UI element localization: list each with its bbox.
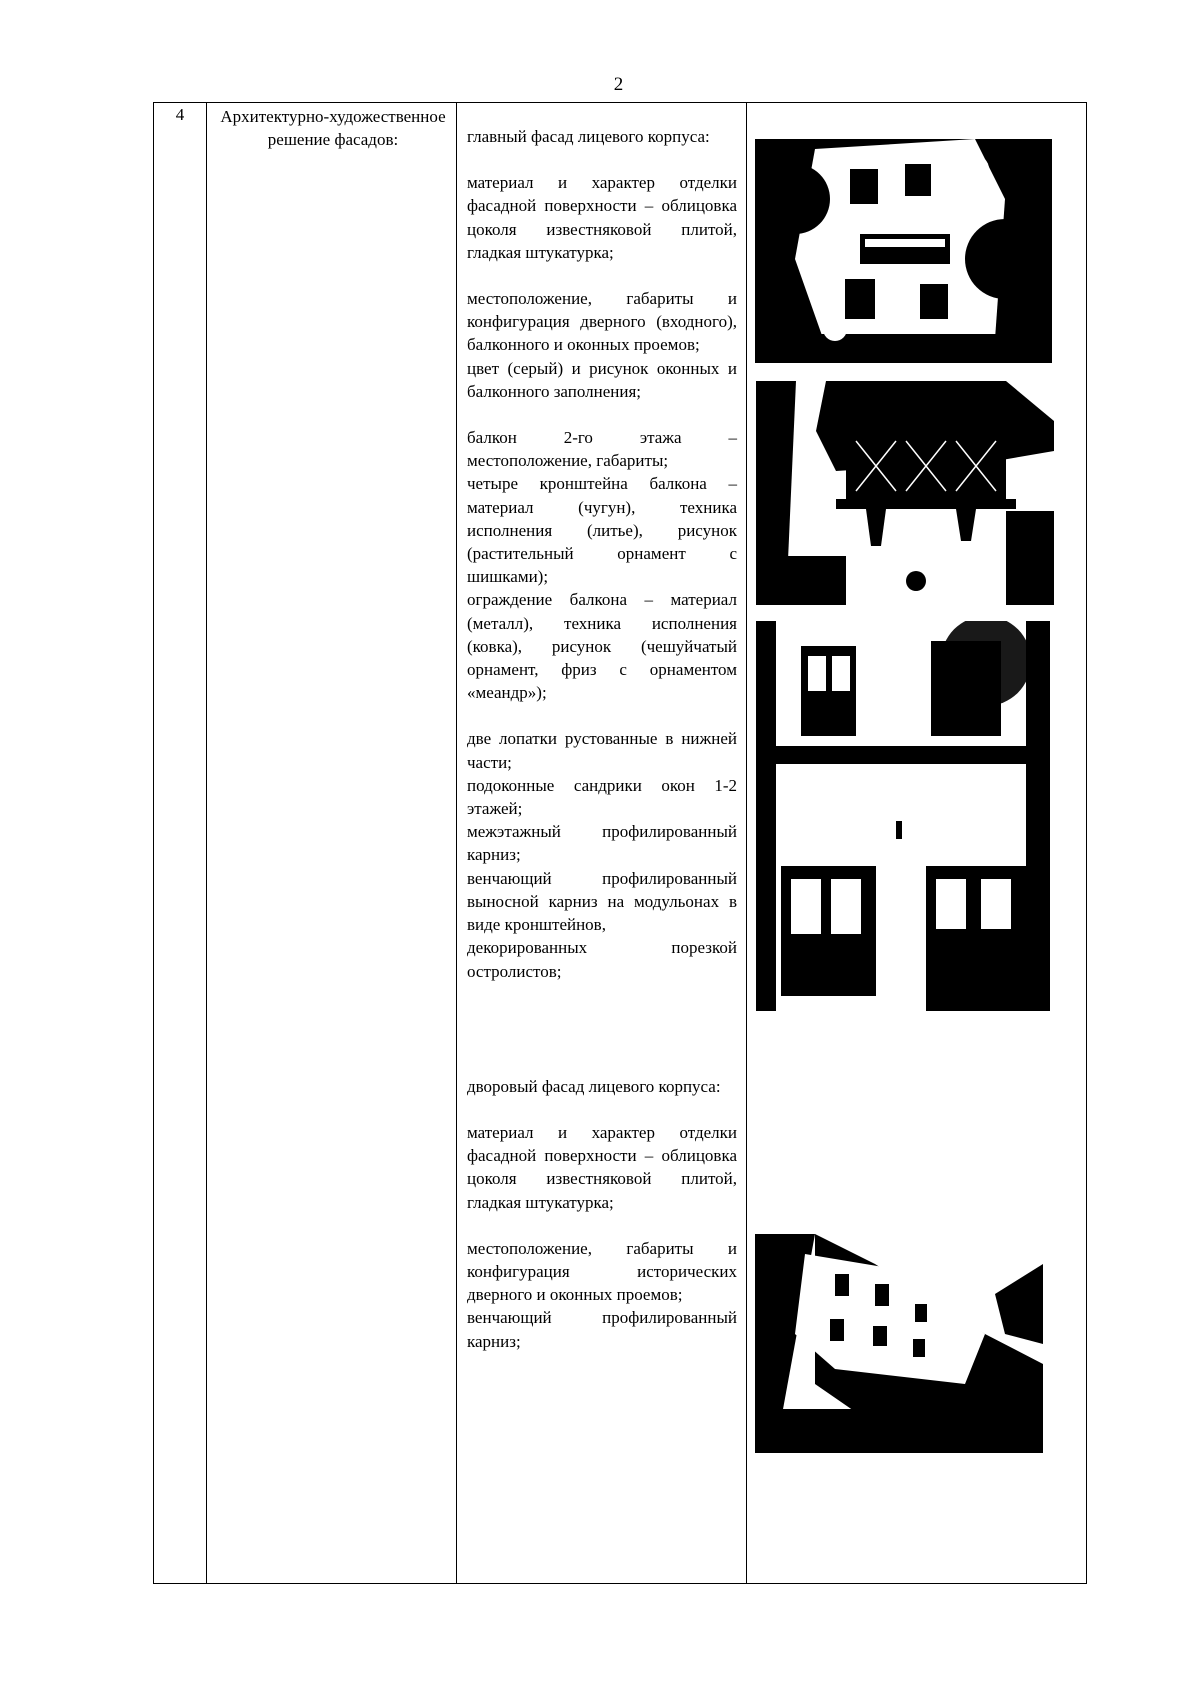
description-line: материал и характер отделки фасадной поверхности – облицовка цоколя известняковой плитой, гладкая штукатурка;: [467, 173, 737, 262]
description-line: четыре кронштейна балкона – материал (чугун), техника исполнения (литье), рисунок (растительный орнамент с шишками);: [467, 474, 737, 587]
photo-balcony: [756, 381, 1054, 605]
description-line: ограждение балкона – материал (металл), техника исполнения (ковка), рисунок (чешуйчатый орнамент, фриз с орнаментом «меандр»);: [467, 590, 737, 703]
description-line: две лопатки рустованные в нижней части;: [467, 729, 737, 772]
page-number: 2: [613, 74, 624, 95]
description-line: местоположение, габариты и конфигурация исторических дверного и оконных проемов;: [467, 1238, 737, 1305]
description-line: главный фасад лицевого корпуса:: [467, 127, 710, 146]
row-number: 4: [175, 105, 185, 124]
description-line: декорированных порезкой остролистов;: [467, 938, 737, 981]
column-divider: [456, 103, 457, 1583]
description-line: межэтажный профилированный карниз;: [467, 822, 737, 865]
description-line: цвет (серый) и рисунок оконных и балконного заполнения;: [467, 358, 737, 401]
column-divider: [746, 103, 747, 1583]
description-line: местоположение, габариты и конфигурация дверного (входного), балконного и оконных проемов;: [467, 289, 737, 355]
photo-facade-fragment: [756, 621, 1050, 1011]
description-line: балкон 2-го этажа – местоположение, габариты;: [467, 428, 737, 471]
description-line: венчающий профилированный карниз;: [467, 1308, 737, 1351]
description-line: подоконные сандрики окон 1-2 этажей;: [467, 775, 737, 819]
row-name: Архитектурно-художественное решение фасадов:: [220, 107, 446, 149]
row-description: [467, 125, 737, 1353]
description-line: венчающий профилированный выносной карниз на модульонах в виде кронштейнов,: [467, 868, 737, 935]
column-divider: [206, 103, 207, 1583]
description-line: дворовый фасад лицевого корпуса:: [467, 1076, 721, 1096]
photo-main-facade: [755, 139, 1052, 363]
description-line: материал и характер отделки фасадной поверхности – облицовка цоколя известняковой плитой, гладкая штукатурка;: [467, 1122, 737, 1212]
photo-courtyard-facade: [755, 1234, 1043, 1453]
